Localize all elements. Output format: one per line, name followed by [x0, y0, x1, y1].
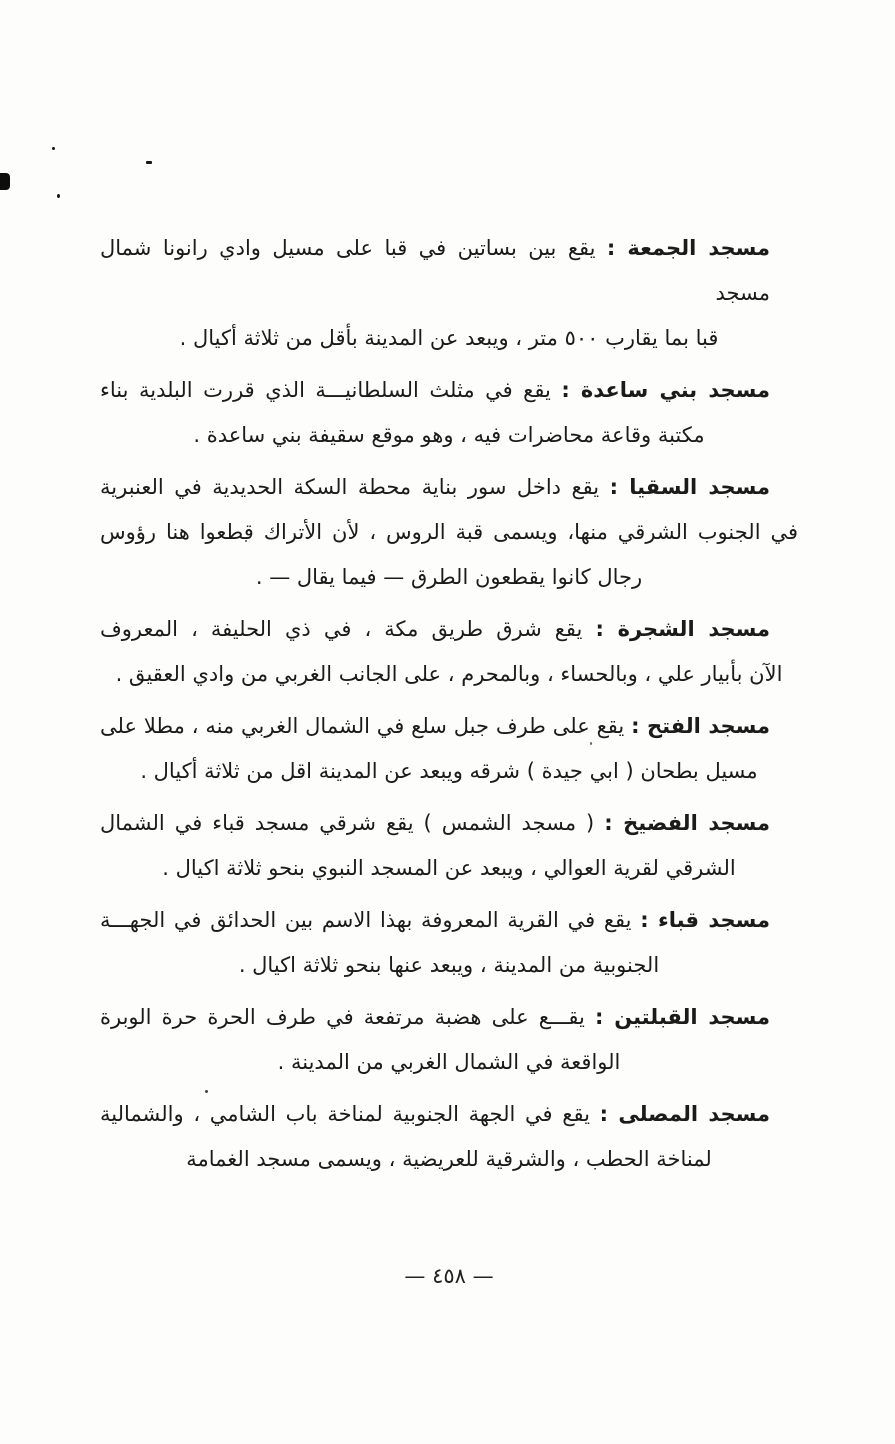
mosque-name: مسجد السقيا : [609, 475, 770, 499]
entry-first-line [100, 607, 798, 652]
mosque-entry-bani-saidah [100, 368, 798, 458]
mosque-entry-jumuah [100, 226, 798, 361]
entry-text: ( مسجد الشمس ) يقع شرقي مسجد قباء في الشمال [100, 811, 595, 835]
mosque-name: مسجد القبلتين : [595, 1005, 771, 1029]
entry-first-line [100, 995, 798, 1040]
entry-first-line [100, 801, 798, 846]
entry-last-line: مسيل بطحان ( ابي جيدة ) شرقه ويبعد عن المدينة اقل من ثلاثة أكيال . [140, 759, 758, 783]
mosque-entry-fadikh [100, 801, 798, 891]
mosque-name: مسجد الفتح : [631, 714, 771, 738]
entry-last-line: رجال كانوا يقطعون الطرق — فيما يقال — . [255, 565, 643, 589]
entry-text: يقع في الجهة الجنوبية لمناخة باب الشامي ، والشمالية [100, 1102, 590, 1126]
entry-text: يقع داخل سور بناية محطة السكة الحديدية في العنبرية [100, 475, 600, 499]
mosque-name: مسجد الشجرة : [595, 617, 770, 641]
ink-blob [0, 173, 10, 190]
ink-speck [57, 194, 60, 198]
mosque-entry-musalla [100, 1092, 798, 1182]
entry-text: يقع بين بساتين في قبا على مسيل وادي رانونا شمال مسجد [100, 236, 770, 305]
entry-text: يقع شرق طريق مكة ، في ذي الحليفة ، المعروف [100, 617, 583, 641]
mosque-entry-shajarah [100, 607, 798, 697]
mosque-entry-qiblatain [100, 995, 798, 1085]
entry-first-line [100, 1092, 798, 1137]
entry-last-line: الآن بأبيار علي ، وبالحساء ، وبالمحرم ، على الجانب الغربي من وادي العقيق . [115, 662, 783, 686]
page-number: — ٤٥٨ — [404, 1264, 494, 1288]
mosque-name: مسجد بني ساعدة : [561, 378, 770, 402]
mosque-name: مسجد قباء : [640, 908, 770, 932]
entry-last-line: الواقعة في الشمال الغربي من المدينة . [277, 1050, 621, 1074]
mosque-entry-fath [100, 704, 798, 794]
entry-first-line [100, 465, 798, 510]
mosque-name: مسجد الجمعة : [606, 236, 770, 260]
entry-last-line: قبا بما يقارب ٥٠٠ متر ، ويبعد عن المدينة بأقل من ثلاثة أكيال . [179, 326, 719, 350]
mosque-name: مسجد المصلى : [599, 1102, 770, 1126]
body-text [100, 226, 798, 1189]
entry-text: يقع في القرية المعروفة بهذا الاسم بين الحدائق في الجهـــة [100, 908, 632, 932]
mosque-entry-quba [100, 898, 798, 988]
entry-last-line: الشرقي لقرية العوالي ، ويبعد عن المسجد النبوي بنحو ثلاثة اكيال . [162, 856, 736, 880]
entry-text: يقع على طرف جبل سلع في الشمال الغربي منه ، مطلا على [100, 714, 625, 738]
entry-first-line [100, 898, 798, 943]
ink-speck [52, 147, 55, 150]
entry-first-line [100, 226, 798, 316]
entry-first-line [100, 368, 798, 413]
entry-text: يقع في مثلث السلطانيـــة الذي قررت البلدية بناء [100, 378, 551, 402]
entry-text: يقـــع على هضبة مرتفعة في طرف الحرة حرة الوبرة [100, 1005, 585, 1029]
mosque-entry-suqya [100, 465, 798, 600]
entry-last-line: مكتبة وقاعة محاضرات فيه ، وهو موقع سقيفة بني ساعدة . [193, 423, 705, 447]
ink-speck [146, 161, 152, 164]
entry-mid-line: في الجنوب الشرقي منها، ويسمى قبة الروس ، لأن الأتراك قطعوا هنا رؤوس [100, 520, 798, 544]
entry-last-line: الجنوبية من المدينة ، ويبعد عنها بنحو ثلاثة اكيال . [238, 953, 660, 977]
entry-last-line: لمناخة الحطب ، والشرقية للعريضية ، ويسمى مسجد الغمامة [186, 1147, 712, 1171]
entry-first-line [100, 704, 798, 749]
mosque-name: مسجد الفضيخ : [604, 811, 770, 835]
